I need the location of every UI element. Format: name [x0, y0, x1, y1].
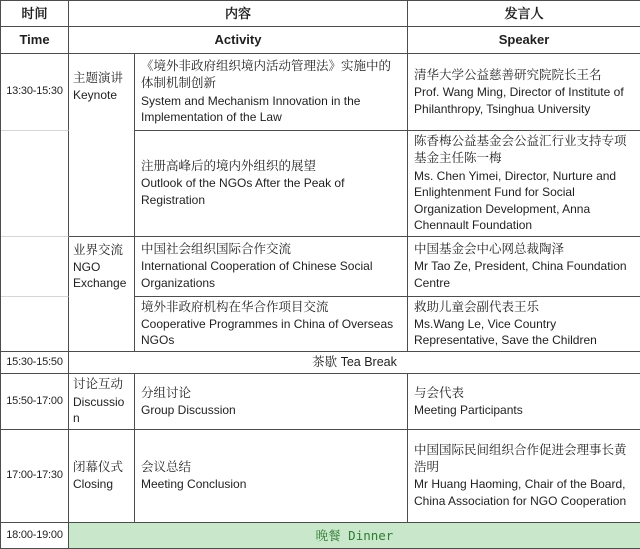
speaker-cell — [408, 430, 640, 523]
time-cell-dinner: 18:00-19:00 — [1, 523, 69, 549]
col-header-speaker-en: Speaker — [408, 27, 640, 54]
activity-zh: 境外非政府机构在华合作项目交流 — [141, 299, 329, 314]
speaker-zh: 救助儿童会副代表王乐 — [414, 299, 540, 314]
category-cell-discussion — [69, 374, 135, 429]
category-keynote-zh: 主题演讲 — [73, 71, 124, 85]
activity-zh: 《境外非政府组织境内活动管理法》实施中的体制机制创新 — [141, 59, 392, 91]
time-cell-tea: 15:30-15:50 — [1, 352, 69, 374]
activity-cell — [135, 131, 408, 237]
time-cell-closing: 17:00-17:30 — [1, 430, 69, 523]
speaker-zh: 陈香梅公益基金会公益汇行业支持专项基金主任陈一梅 — [414, 134, 627, 166]
time-cell-discussion: 15:50-17:00 — [1, 374, 69, 429]
category-closing-en: Closing — [73, 476, 114, 491]
speaker-en: Prof. Wang Ming, Director of Institute of Philanthropy, Tsinghua University — [414, 85, 624, 116]
row-tea-break — [1, 352, 640, 374]
speaker-zh: 清华大学公益慈善研究院院长王名 — [414, 67, 602, 82]
activity-en: Outlook of the NGOs After the Peak of Registration — [141, 176, 345, 207]
col-header-time-en: Time — [1, 27, 69, 54]
category-closing-zh: 闭幕仪式 — [73, 459, 124, 474]
col-header-activity-zh: 内容 — [69, 1, 408, 27]
speaker-en: Meeting Participants — [414, 402, 523, 417]
col-header-speaker-zh: 发言人 — [408, 1, 640, 27]
activity-cell — [135, 237, 408, 297]
speaker-cell — [408, 237, 640, 297]
activity-en: Cooperative Programmes in China of Overseas NGOs — [141, 316, 394, 348]
header-row-en — [1, 27, 640, 54]
activity-en: Meeting Conclusion — [141, 476, 247, 491]
time-cell-keynote: 13:30-15:30 — [1, 54, 69, 131]
col-header-activity-en: Activity — [69, 27, 408, 54]
time-cell-empty — [1, 297, 69, 352]
category-exchange-zh: 业界交流 — [73, 242, 124, 257]
activity-zh: 分组讨论 — [141, 385, 192, 400]
activity-en: Group Discussion — [141, 402, 236, 417]
speaker-zh: 中国国际民间组织合作促进会理事长黄浩明 — [414, 442, 627, 475]
speaker-cell — [408, 374, 640, 429]
category-keynote-en: Keynote — [73, 88, 118, 103]
category-cell-keynote — [69, 54, 135, 237]
activity-cell — [135, 374, 408, 429]
row-closing — [1, 430, 640, 523]
category-discussion-zh: 讨论互动 — [73, 377, 124, 392]
speaker-en: Mr Tao Ze, President, China Foundation Centre — [414, 259, 627, 290]
speaker-en: Ms. Chen Yimei, Director, Nurture and Enlightenment Fund for Social Organization Development, Anna Chennault Foundation — [414, 168, 617, 233]
speaker-cell — [408, 54, 640, 131]
category-cell-exchange — [69, 237, 135, 352]
time-cell-empty — [1, 237, 69, 297]
activity-zh: 中国社会组织国际合作交流 — [141, 242, 292, 257]
activity-en: International Cooperation of Chinese Social Organizations — [141, 259, 373, 290]
row-discussion — [1, 374, 640, 429]
speaker-zh: 中国基金会中心网总裁陶泽 — [414, 242, 565, 257]
speaker-cell — [408, 131, 640, 237]
category-cell-closing — [69, 430, 135, 523]
time-cell-empty — [1, 131, 69, 237]
activity-cell — [135, 54, 408, 131]
row-exchange-1 — [1, 237, 640, 297]
category-discussion-en: Discussion — [73, 394, 125, 426]
row-keynote-1 — [1, 54, 640, 131]
speaker-cell — [408, 297, 640, 352]
activity-zh: 会议总结 — [141, 459, 192, 474]
speaker-en: Mr Huang Haoming, Chair of the Board, China Association for NGO Cooperation — [414, 477, 627, 508]
speaker-zh: 与会代表 — [414, 385, 465, 400]
dinner-cell: 晚餐 Dinner — [69, 523, 640, 549]
activity-en: System and Mechanism Innovation in the Implementation of the Law — [141, 93, 361, 125]
activity-zh: 注册高峰后的境内外组织的展望 — [141, 159, 317, 174]
speaker-en: Ms.Wang Le, Vice Country Representative, Save the Children — [414, 316, 597, 348]
col-header-time-zh: 时间 — [1, 1, 69, 27]
activity-cell — [135, 430, 408, 523]
header-row-zh — [1, 1, 640, 27]
activity-cell — [135, 297, 408, 352]
tea-break-cell: 茶歇 Tea Break — [69, 352, 640, 374]
category-exchange-en: NGO Exchange — [73, 259, 127, 291]
